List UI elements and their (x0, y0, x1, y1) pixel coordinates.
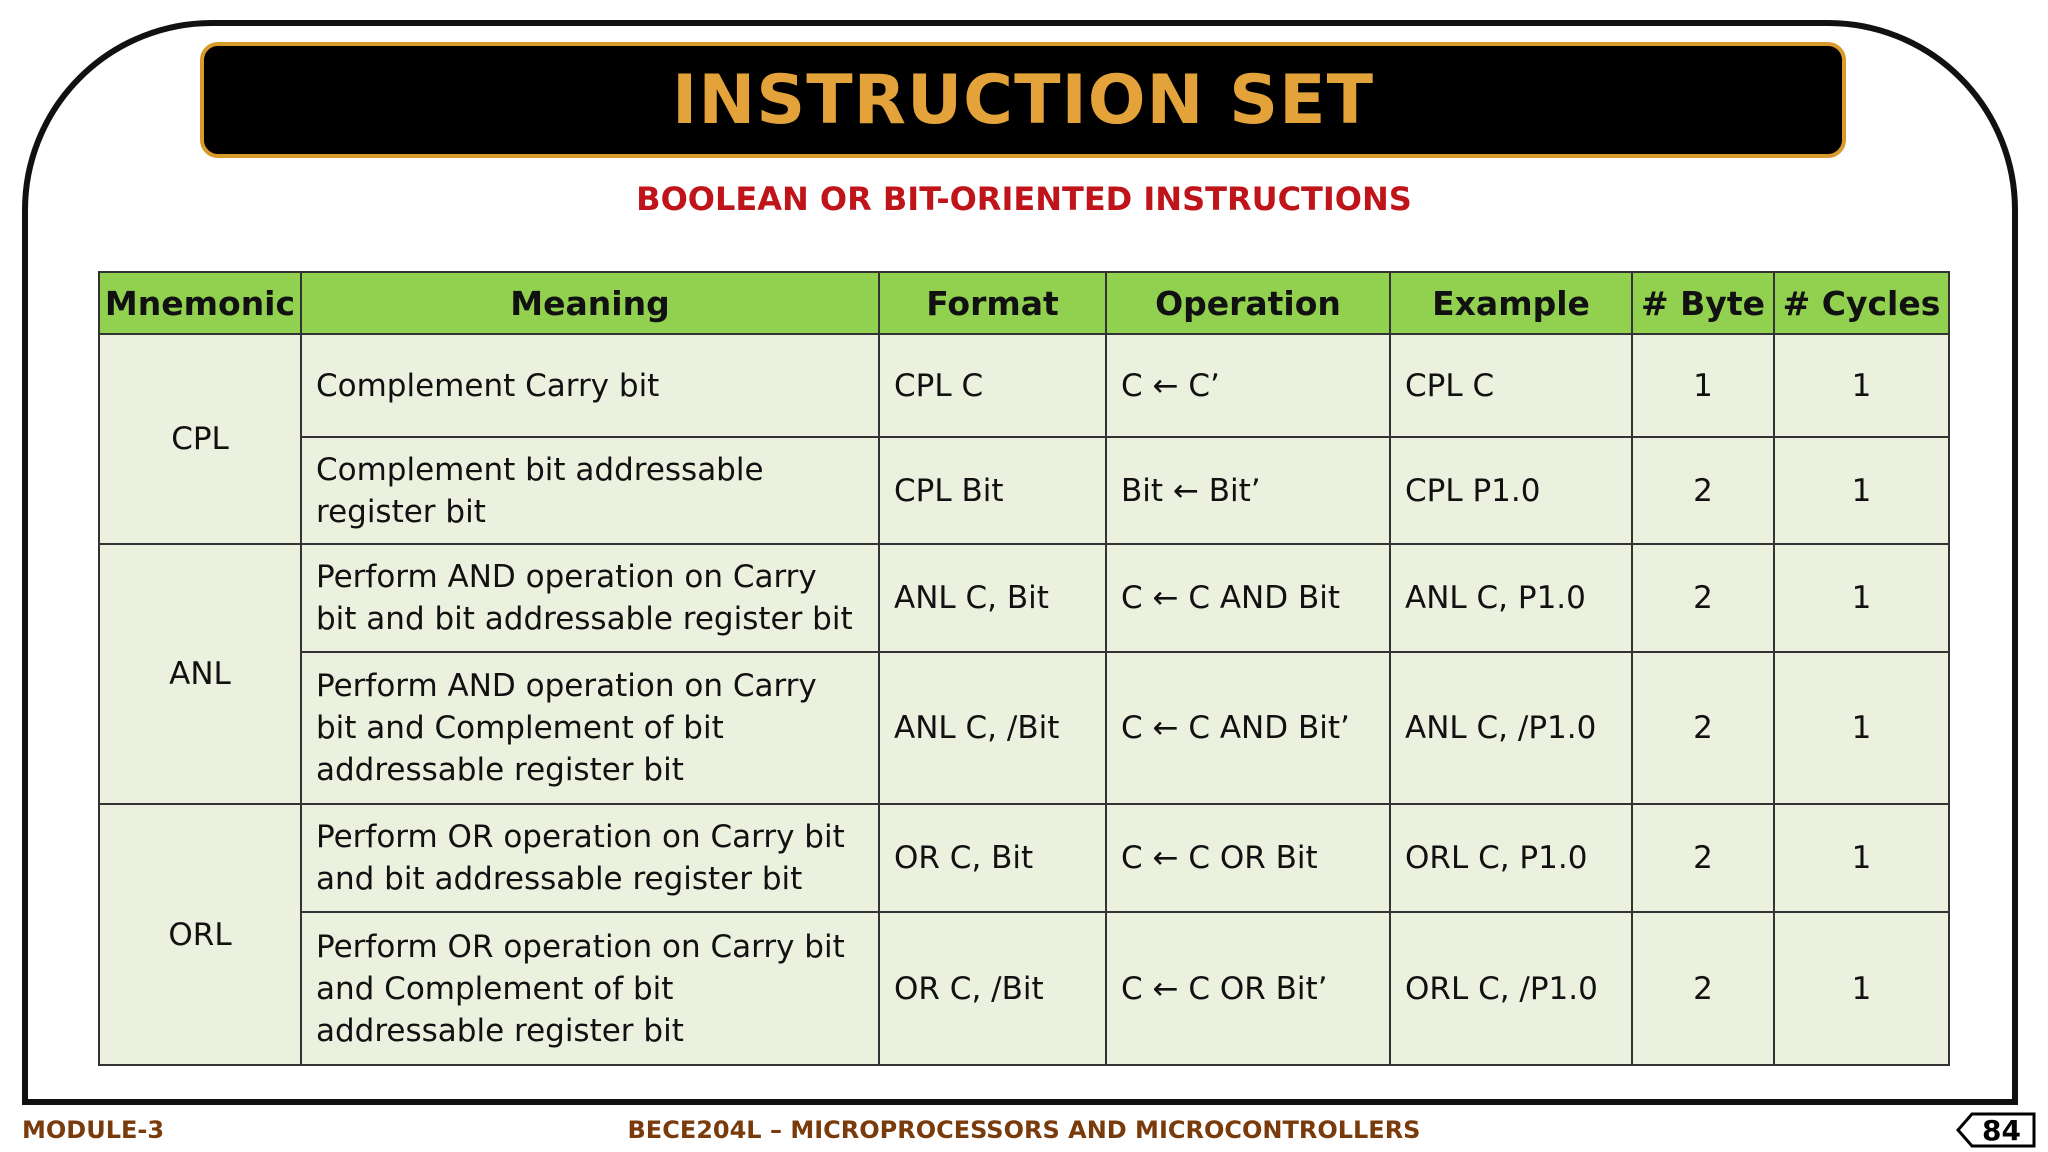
cycles-cell: 1 (1774, 437, 1949, 544)
meaning-cell: Complement Carry bit (301, 334, 879, 437)
table-row (99, 652, 1949, 804)
format-cell: ANL C, /Bit (879, 652, 1106, 804)
bytes-cell: 2 (1632, 804, 1774, 912)
header-meaning: Meaning (301, 272, 879, 334)
header-bytes: # Byte (1632, 272, 1774, 334)
example-cell: ORL C, P1.0 (1390, 804, 1632, 912)
page-number: 84 (1982, 1114, 2021, 1147)
operation-cell: C ← C OR Bit (1106, 804, 1390, 912)
format-cell: OR C, /Bit (879, 912, 1106, 1065)
header-format: Format (879, 272, 1106, 334)
header-mnemonic: Mnemonic (99, 272, 301, 334)
meaning-cell: Perform AND operation on Carry bit and bit addressable register bit (301, 544, 879, 652)
example-cell: ANL C, /P1.0 (1390, 652, 1632, 804)
example-cell: ORL C, /P1.0 (1390, 912, 1632, 1065)
title-bar (200, 42, 1846, 158)
table-row (99, 912, 1949, 1065)
cycles-cell: 1 (1774, 652, 1949, 804)
bytes-cell: 2 (1632, 437, 1774, 544)
slide-subtitle: BOOLEAN OR BIT-ORIENTED INSTRUCTIONS (636, 180, 1412, 218)
mnemonic-cell: ORL (99, 804, 301, 1065)
cycles-cell: 1 (1774, 544, 1949, 652)
table-header-row (99, 272, 1949, 334)
cycles-cell: 1 (1774, 334, 1949, 437)
mnemonic-cell: CPL (99, 334, 301, 544)
operation-cell: Bit ← Bit’ (1106, 437, 1390, 544)
format-cell: CPL Bit (879, 437, 1106, 544)
meaning-cell: Perform OR operation on Carry bit and Complement of bit addressable register bit (301, 912, 879, 1065)
header-cycles: # Cycles (1774, 272, 1949, 334)
header-example: Example (1390, 272, 1632, 334)
meaning-cell: Complement bit addressable register bit (301, 437, 879, 544)
operation-cell: C ← C’ (1106, 334, 1390, 437)
bytes-cell: 2 (1632, 912, 1774, 1065)
operation-cell: C ← C OR Bit’ (1106, 912, 1390, 1065)
table-row (99, 437, 1949, 544)
footer-module: MODULE-3 (22, 1116, 165, 1144)
example-cell: ANL C, P1.0 (1390, 544, 1632, 652)
operation-cell: C ← C AND Bit’ (1106, 652, 1390, 804)
bytes-cell: 2 (1632, 652, 1774, 804)
example-cell: CPL C (1390, 334, 1632, 437)
format-cell: CPL C (879, 334, 1106, 437)
mnemonic-cell: ANL (99, 544, 301, 804)
table-row (99, 334, 1949, 437)
meaning-cell: Perform OR operation on Carry bit and bit addressable register bit (301, 804, 879, 912)
operation-cell: C ← C AND Bit (1106, 544, 1390, 652)
meaning-cell: Perform AND operation on Carry bit and Complement of bit addressable register bit (301, 652, 879, 804)
cycles-cell: 1 (1774, 912, 1949, 1065)
footer-course: BECE204L – MICROPROCESSORS AND MICROCONTROLLERS (627, 1116, 1421, 1144)
bytes-cell: 1 (1632, 334, 1774, 437)
instruction-table (98, 271, 1950, 1066)
example-cell: CPL P1.0 (1390, 437, 1632, 544)
bytes-cell: 2 (1632, 544, 1774, 652)
format-cell: OR C, Bit (879, 804, 1106, 912)
slide-title: INSTRUCTION SET (672, 60, 1374, 140)
header-operation: Operation (1106, 272, 1390, 334)
format-cell: ANL C, Bit (879, 544, 1106, 652)
page-number-badge (1956, 1112, 2036, 1148)
table-row (99, 804, 1949, 912)
cycles-cell: 1 (1774, 804, 1949, 912)
table-row (99, 544, 1949, 652)
